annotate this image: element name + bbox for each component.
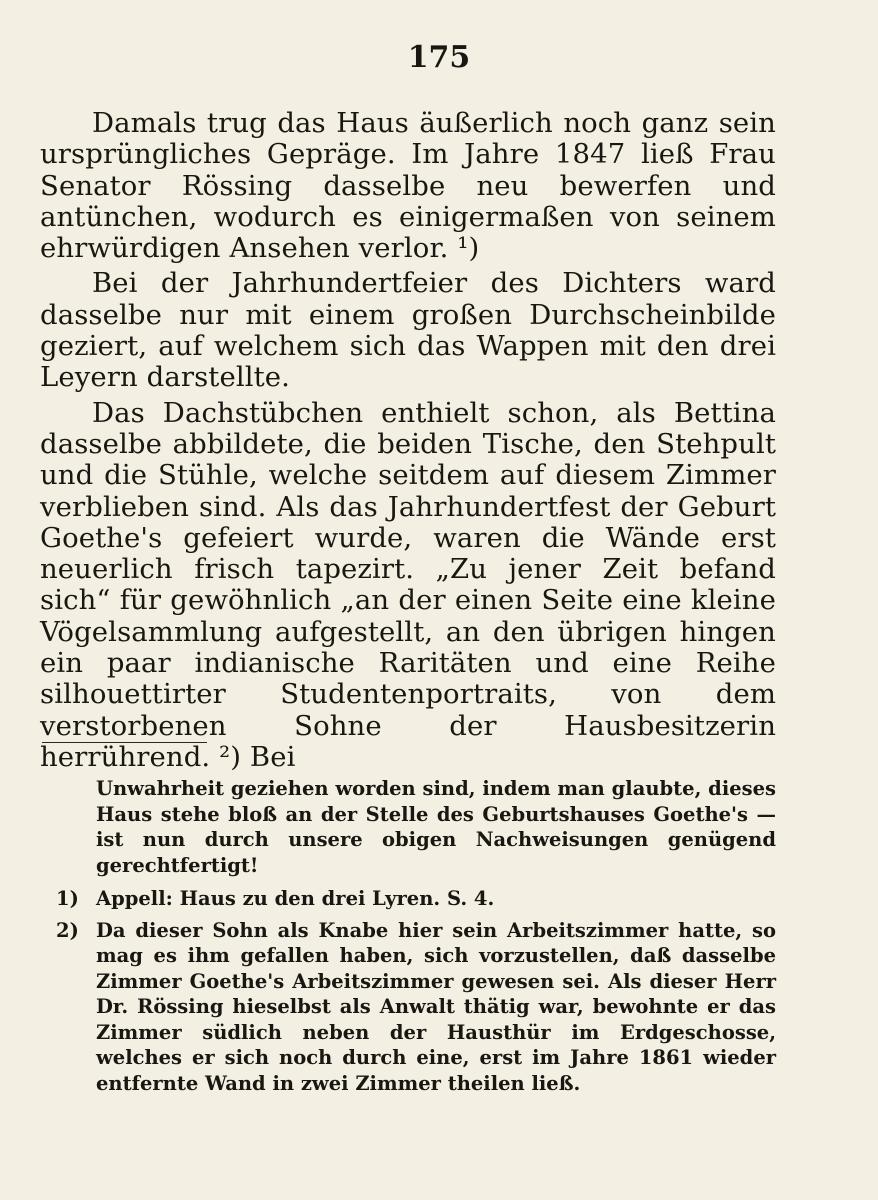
footnote-2-number: 2): [56, 918, 79, 942]
page-number: 175: [407, 40, 471, 75]
footnote-2-text: Da dieser Sohn als Knabe hier sein Arbeitszimmer hatte, so mag es ihm gefallen haben, sich vorzustellen, daß dasselbe Zimmer Goethe's Arbeitszimmer gewesen sei. Als dieser Herr Dr. Rössing hieselbst als Anwalt thätig war, bewohnte er das Zimmer südlich neben der Hausthür im Erdgeschosse, welches er sich noch durch eine, erst im Jahre 1861 wieder entfernte Wand in zwei Zimmer theilen ließ.: [96, 918, 776, 1095]
footnote-2: [40, 918, 776, 1097]
footnote-1-text: Appell: Haus zu den drei Lyren. S. 4.: [96, 887, 495, 910]
footnotes: [40, 776, 776, 1102]
footnote-1: [40, 886, 776, 912]
paragraph-2: Bei der Jahrhundertfeier des Dichters ward dasselbe nur mit einem großen Durchscheinbilde geziert, auf welchem sich das Wappen mit den drei Leyern darstellte.: [40, 267, 776, 394]
footnote-continuation: Unwahrheit geziehen worden sind, indem man glaubte, dieses Haus stehe bloß an der Stelle des Geburtshauses Goethe's — ist nun durch unsere obigen Nachweisungen genügend gerechtfertigt!: [96, 777, 776, 877]
footnote-separator: [42, 742, 207, 743]
footnote-1-number: 1): [56, 887, 79, 910]
paragraph-3: Das Dachstübchen enthielt schon, als Bettina dasselbe abbildete, die beiden Tische, den Stehpult und die Stühle, welche seitdem auf diesem Zimmer verblieben sind. Als das Jahrhundertfest der Geburt Goethe's gefeiert wurde, waren die Wände erst neuerlich frisch tapezirt. „Zu jener Zeit befand sich“ für gewöhnlich „an der einen Seite eine kleine Vögelsammlung aufgestellt, an den übrigen hingen ein paar indianische Raritäten und eine Reihe silhouettirter Studentenportraits, von dem verstorbenen Sohne der Hausbesitzerin herrührend. ²) Bei: [40, 396, 776, 773]
main-text: [40, 108, 776, 773]
paragraph-1: Damals trug das Haus äußerlich noch ganz sein ursprüngliches Gepräge. Im Jahre 1847 ließ Frau Senator Rössing dasselbe neu bewerfen und antünchen, wodurch es einigermaßen von seinem ehrwürdigen Ansehen verlor. ¹): [40, 107, 776, 265]
